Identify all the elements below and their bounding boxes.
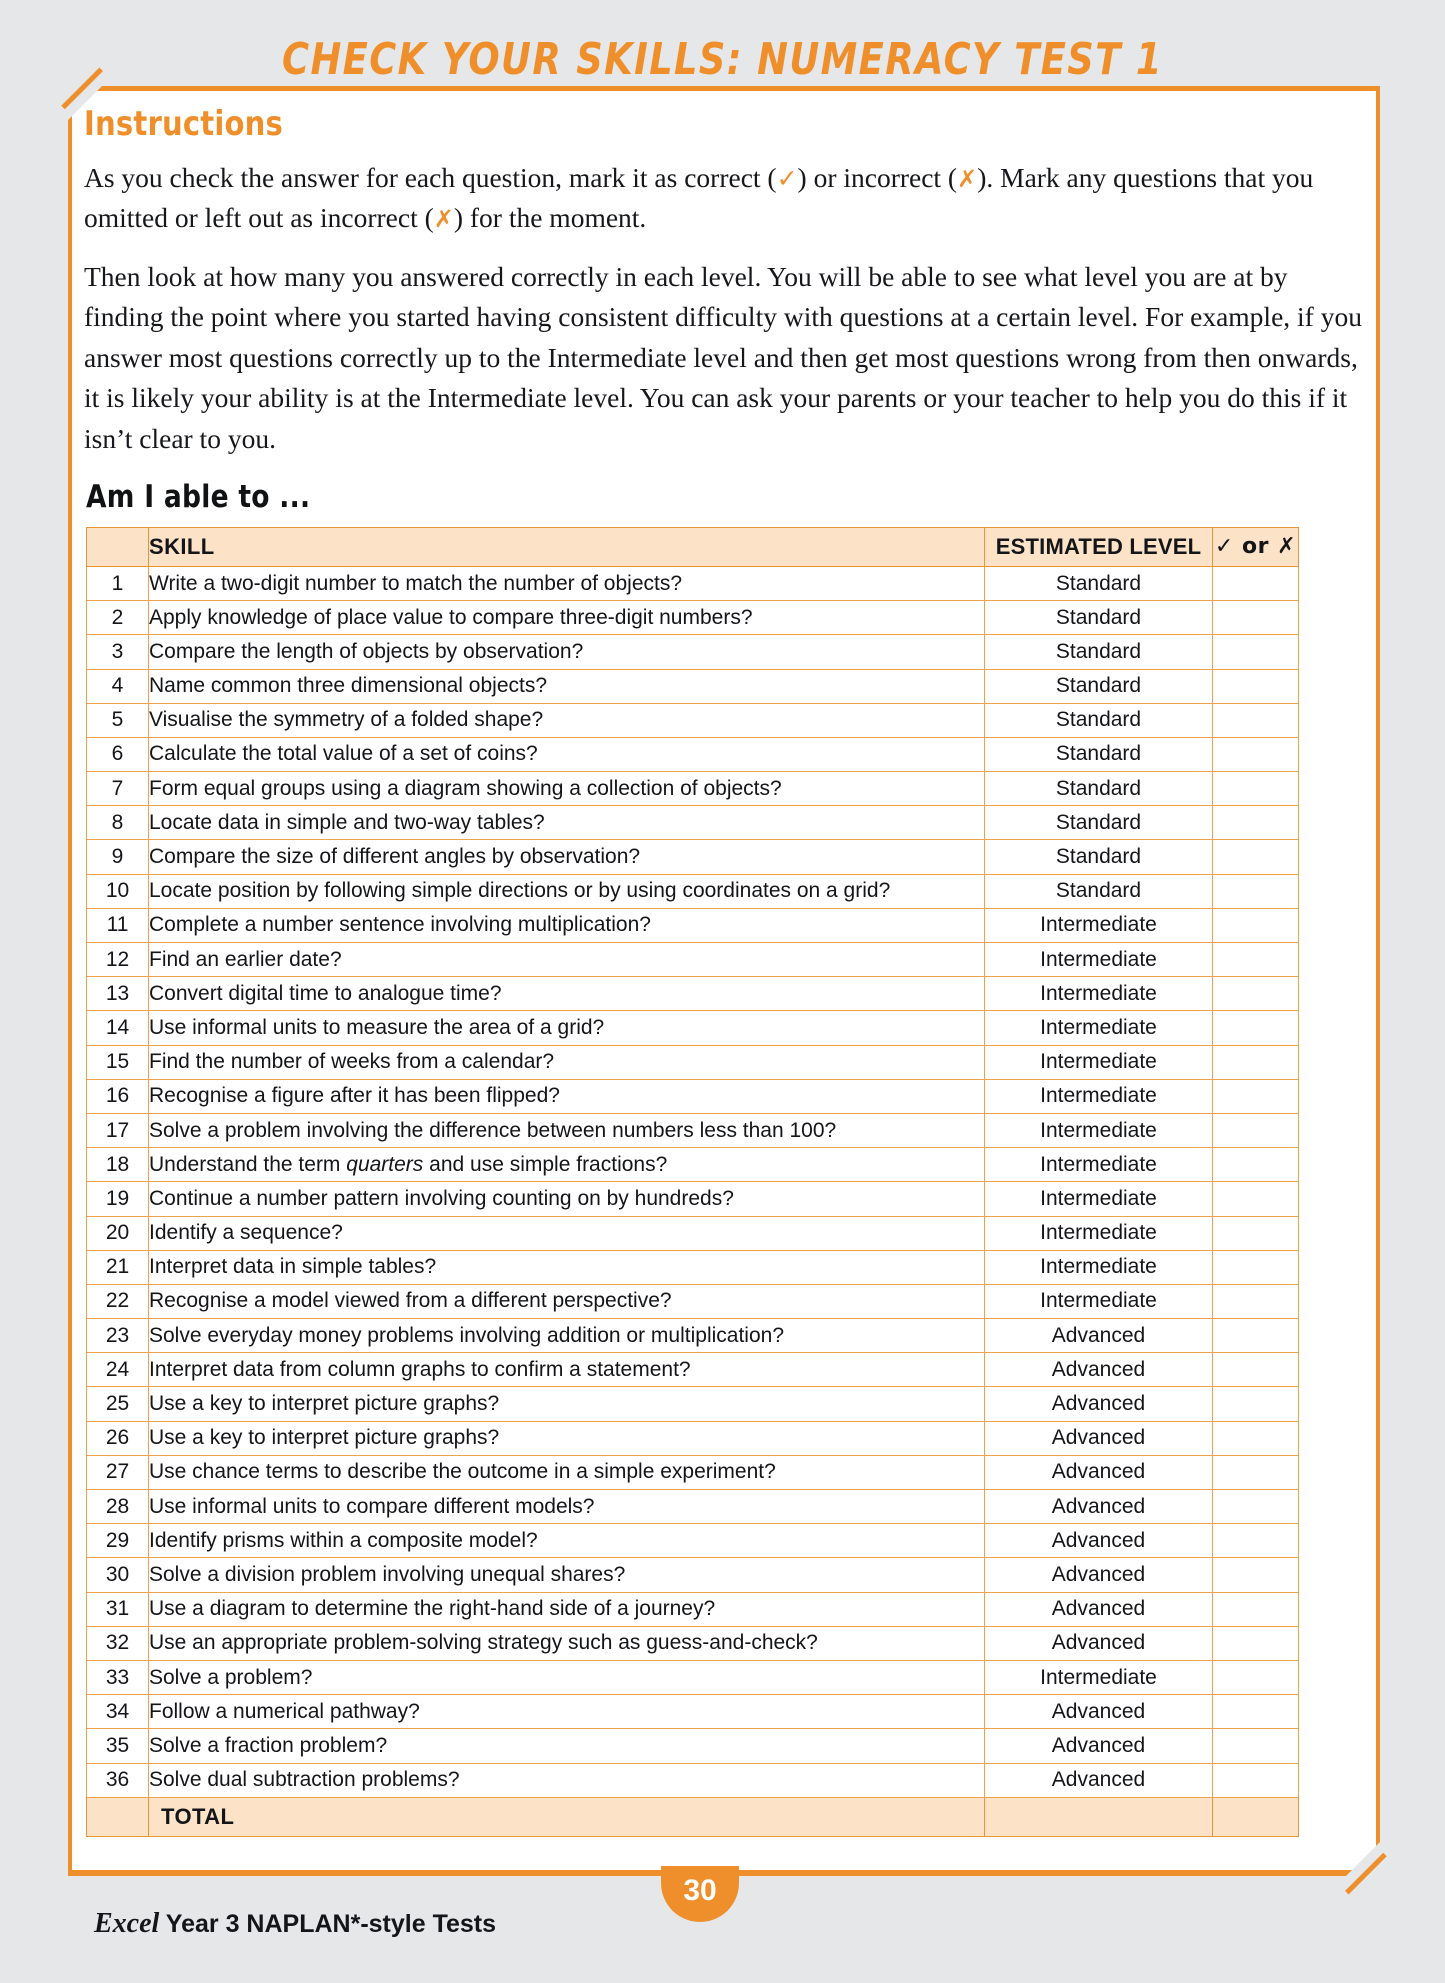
content-sheet xyxy=(68,86,1380,1876)
skills-checklist-table xyxy=(86,527,1299,1837)
table-row xyxy=(87,977,1299,1011)
mark-cell[interactable] xyxy=(1213,772,1299,806)
row-number: 2 xyxy=(87,601,149,635)
column-header-number xyxy=(87,527,149,566)
row-number: 36 xyxy=(87,1763,149,1797)
mark-cell[interactable] xyxy=(1213,1695,1299,1729)
column-header-mark: ✓ or ✗ xyxy=(1213,527,1299,566)
table-row xyxy=(87,1455,1299,1489)
skill-description: Identify prisms within a composite model? xyxy=(149,1524,985,1558)
skill-description: Visualise the symmetry of a folded shape? xyxy=(149,703,985,737)
mark-cell[interactable] xyxy=(1213,1626,1299,1660)
footer-series: Year 3 NAPLAN*-style Tests xyxy=(159,1910,497,1938)
mark-cell[interactable] xyxy=(1213,601,1299,635)
mark-cell[interactable] xyxy=(1213,1216,1299,1250)
row-number: 22 xyxy=(87,1284,149,1318)
row-number: 17 xyxy=(87,1113,149,1147)
mark-cell[interactable] xyxy=(1213,806,1299,840)
mark-cell[interactable] xyxy=(1213,703,1299,737)
skill-description: Use a key to interpret picture graphs? xyxy=(149,1387,985,1421)
estimated-level: Intermediate xyxy=(985,1011,1213,1045)
table-row xyxy=(87,874,1299,908)
estimated-level: Intermediate xyxy=(985,1148,1213,1182)
skill-description: Convert digital time to analogue time? xyxy=(149,977,985,1011)
skill-description: Understand the term quarters and use simple fractions? xyxy=(149,1148,985,1182)
estimated-level: Standard xyxy=(985,703,1213,737)
row-number: 31 xyxy=(87,1592,149,1626)
table-row xyxy=(87,772,1299,806)
total-label: TOTAL xyxy=(149,1797,985,1836)
table-row xyxy=(87,840,1299,874)
skill-description: Identify a sequence? xyxy=(149,1216,985,1250)
mark-cell[interactable] xyxy=(1213,669,1299,703)
table-row xyxy=(87,1763,1299,1797)
estimated-level: Advanced xyxy=(985,1626,1213,1660)
skill-description: Solve a problem? xyxy=(149,1660,985,1694)
mark-cell[interactable] xyxy=(1213,635,1299,669)
row-number: 23 xyxy=(87,1319,149,1353)
skill-description: Use informal units to measure the area of a grid? xyxy=(149,1011,985,1045)
table-row xyxy=(87,1524,1299,1558)
mark-cell[interactable] xyxy=(1213,1524,1299,1558)
mark-cell[interactable] xyxy=(1213,874,1299,908)
mark-cell[interactable] xyxy=(1213,1079,1299,1113)
estimated-level: Standard xyxy=(985,566,1213,600)
table-row xyxy=(87,1250,1299,1284)
estimated-level: Advanced xyxy=(985,1592,1213,1626)
mark-cell[interactable] xyxy=(1213,1045,1299,1079)
footer-brand: Excel xyxy=(94,1908,160,1939)
skill-description: Recognise a figure after it has been flipped? xyxy=(149,1079,985,1113)
mark-cell[interactable] xyxy=(1213,977,1299,1011)
table-row xyxy=(87,1353,1299,1387)
table-row xyxy=(87,1182,1299,1216)
mark-cell[interactable] xyxy=(1213,840,1299,874)
skill-description: Interpret data from column graphs to confirm a statement? xyxy=(149,1353,985,1387)
total-level-cell xyxy=(985,1797,1213,1836)
table-row xyxy=(87,1592,1299,1626)
row-number: 13 xyxy=(87,977,149,1011)
row-number: 4 xyxy=(87,669,149,703)
table-row xyxy=(87,1011,1299,1045)
row-number: 30 xyxy=(87,1558,149,1592)
skill-description: Apply knowledge of place value to compare three-digit numbers? xyxy=(149,601,985,635)
sheet-content xyxy=(84,104,1362,1837)
table-row xyxy=(87,566,1299,600)
table-row xyxy=(87,635,1299,669)
mark-cell[interactable] xyxy=(1213,566,1299,600)
row-number: 14 xyxy=(87,1011,149,1045)
skill-description: Solve a problem involving the difference between numbers less than 100? xyxy=(149,1113,985,1147)
skill-description: Calculate the total value of a set of coins? xyxy=(149,737,985,771)
estimated-level: Intermediate xyxy=(985,1660,1213,1694)
column-header-skill: SKILL xyxy=(149,527,985,566)
table-row xyxy=(87,1421,1299,1455)
row-number: 3 xyxy=(87,635,149,669)
estimated-level: Advanced xyxy=(985,1558,1213,1592)
estimated-level: Intermediate xyxy=(985,1284,1213,1318)
estimated-level: Intermediate xyxy=(985,943,1213,977)
table-row xyxy=(87,1216,1299,1250)
mark-cell[interactable] xyxy=(1213,1011,1299,1045)
skill-description: Write a two-digit number to match the number of objects? xyxy=(149,566,985,600)
row-number: 19 xyxy=(87,1182,149,1216)
mark-cell[interactable] xyxy=(1213,1763,1299,1797)
row-number: 11 xyxy=(87,908,149,942)
estimated-level: Advanced xyxy=(985,1729,1213,1763)
table-row xyxy=(87,908,1299,942)
row-number: 15 xyxy=(87,1045,149,1079)
table-row xyxy=(87,1284,1299,1318)
instructions-heading: Instructions xyxy=(84,104,284,144)
row-number: 12 xyxy=(87,943,149,977)
skill-description: Solve everyday money problems involving addition or multiplication? xyxy=(149,1319,985,1353)
skill-description: Use a diagram to determine the right-hand side of a journey? xyxy=(149,1592,985,1626)
mark-cell[interactable] xyxy=(1213,1319,1299,1353)
table-row xyxy=(87,1079,1299,1113)
mark-cell[interactable] xyxy=(1213,908,1299,942)
estimated-level: Intermediate xyxy=(985,1250,1213,1284)
table-row xyxy=(87,1626,1299,1660)
table-row xyxy=(87,1490,1299,1524)
estimated-level: Standard xyxy=(985,601,1213,635)
column-header-estimated-level: ESTIMATED LEVEL xyxy=(985,527,1213,566)
skill-description: Compare the size of different angles by observation? xyxy=(149,840,985,874)
skill-description: Use an appropriate problem-solving strategy such as guess-and-check? xyxy=(149,1626,985,1660)
estimated-level: Advanced xyxy=(985,1763,1213,1797)
mark-cell[interactable] xyxy=(1213,1421,1299,1455)
page-title: CHECK YOUR SKILLS: NUMERACY TEST 1 xyxy=(282,34,1163,85)
skill-description: Use chance terms to describe the outcome in a simple experiment? xyxy=(149,1455,985,1489)
skill-description: Solve dual subtraction problems? xyxy=(149,1763,985,1797)
row-number: 32 xyxy=(87,1626,149,1660)
estimated-level: Intermediate xyxy=(985,977,1213,1011)
row-number: 6 xyxy=(87,737,149,771)
row-number: 25 xyxy=(87,1387,149,1421)
row-number: 9 xyxy=(87,840,149,874)
table-header-row xyxy=(87,527,1299,566)
table-row xyxy=(87,703,1299,737)
row-number: 34 xyxy=(87,1695,149,1729)
skill-description: Find an earlier date? xyxy=(149,943,985,977)
row-number: 29 xyxy=(87,1524,149,1558)
estimated-level: Standard xyxy=(985,840,1213,874)
tick-icon: ✓ xyxy=(776,164,798,193)
mark-cell[interactable] xyxy=(1213,1182,1299,1216)
checklist-subheading: Am I able to ... xyxy=(86,478,311,515)
skill-description: Follow a numerical pathway? xyxy=(149,1695,985,1729)
estimated-level: Standard xyxy=(985,669,1213,703)
row-number: 16 xyxy=(87,1079,149,1113)
row-number: 24 xyxy=(87,1353,149,1387)
estimated-level: Advanced xyxy=(985,1695,1213,1729)
mark-cell[interactable] xyxy=(1213,1558,1299,1592)
table-row xyxy=(87,1319,1299,1353)
instructions-p1-part-b: ) or incorrect ( xyxy=(797,162,958,193)
estimated-level: Intermediate xyxy=(985,908,1213,942)
row-number: 7 xyxy=(87,772,149,806)
mark-cell[interactable] xyxy=(1213,1148,1299,1182)
estimated-level: Advanced xyxy=(985,1490,1213,1524)
cross-icon: ✗ xyxy=(433,205,454,234)
estimated-level: Standard xyxy=(985,874,1213,908)
skill-description: Complete a number sentence involving multiplication? xyxy=(149,908,985,942)
skill-description: Compare the length of objects by observation? xyxy=(149,635,985,669)
table-row xyxy=(87,669,1299,703)
mark-cell[interactable] xyxy=(1213,1250,1299,1284)
estimated-level: Standard xyxy=(985,635,1213,669)
instructions-p1-part-a: As you check the answer for each question, mark it as correct ( xyxy=(84,162,777,193)
estimated-level: Advanced xyxy=(985,1353,1213,1387)
skill-description: Interpret data in simple tables? xyxy=(149,1250,985,1284)
estimated-level: Advanced xyxy=(985,1319,1213,1353)
skill-description: Solve a division problem involving unequal shares? xyxy=(149,1558,985,1592)
skill-description: Locate data in simple and two-way tables? xyxy=(149,806,985,840)
instructions-paragraph-1 xyxy=(84,158,1362,239)
total-number-cell xyxy=(87,1797,149,1836)
table-row xyxy=(87,1695,1299,1729)
row-number: 26 xyxy=(87,1421,149,1455)
mark-cell[interactable] xyxy=(1213,1113,1299,1147)
skill-description: Solve a fraction problem? xyxy=(149,1729,985,1763)
estimated-level: Advanced xyxy=(985,1387,1213,1421)
emphasised-term: quarters xyxy=(346,1152,424,1176)
table-row xyxy=(87,1729,1299,1763)
estimated-level: Standard xyxy=(985,806,1213,840)
mark-cell[interactable] xyxy=(1213,1284,1299,1318)
mark-cell[interactable] xyxy=(1213,1660,1299,1694)
estimated-level: Intermediate xyxy=(985,1216,1213,1250)
footer-text xyxy=(94,1908,496,1940)
mark-cell[interactable] xyxy=(1213,943,1299,977)
row-number: 1 xyxy=(87,566,149,600)
mark-cell[interactable] xyxy=(1213,1387,1299,1421)
estimated-level: Advanced xyxy=(985,1421,1213,1455)
table-row xyxy=(87,806,1299,840)
skill-description: Form equal groups using a diagram showing a collection of objects? xyxy=(149,772,985,806)
row-number: 33 xyxy=(87,1660,149,1694)
table-row xyxy=(87,1558,1299,1592)
skill-description: Continue a number pattern involving counting on by hundreds? xyxy=(149,1182,985,1216)
skill-description: Use a key to interpret picture graphs? xyxy=(149,1421,985,1455)
row-number: 27 xyxy=(87,1455,149,1489)
row-number: 5 xyxy=(87,703,149,737)
table-row xyxy=(87,601,1299,635)
estimated-level: Advanced xyxy=(985,1524,1213,1558)
row-number: 8 xyxy=(87,806,149,840)
row-number: 35 xyxy=(87,1729,149,1763)
mark-cell[interactable] xyxy=(1213,737,1299,771)
skill-description: Recognise a model viewed from a different perspective? xyxy=(149,1284,985,1318)
estimated-level: Intermediate xyxy=(985,1079,1213,1113)
skill-description: Find the number of weeks from a calendar? xyxy=(149,1045,985,1079)
mark-cell[interactable] xyxy=(1213,1490,1299,1524)
estimated-level: Standard xyxy=(985,772,1213,806)
cross-icon: ✗ xyxy=(957,165,978,193)
row-number: 20 xyxy=(87,1216,149,1250)
instructions-paragraph-2: Then look at how many you answered correctly in each level. You will be able to see what level you are at by finding the point where you started having consistent difficulty with questions at a certain level. For example, if you answer most questions correctly up to the Intermediate level and then get most questions wrong from then onwards, it is likely your ability is at the Intermediate level. You can ask your parents or your teacher to help you do this if it isn’t clear to you. xyxy=(84,260,1362,454)
estimated-level: Intermediate xyxy=(985,1113,1213,1147)
instructions-p1-part-d: ) for the moment. xyxy=(453,202,647,234)
total-row xyxy=(87,1797,1299,1836)
row-number: 10 xyxy=(87,874,149,908)
row-number: 28 xyxy=(87,1490,149,1524)
table-body xyxy=(87,566,1299,1797)
table-row xyxy=(87,1045,1299,1079)
estimated-level: Advanced xyxy=(985,1455,1213,1489)
table-row xyxy=(87,1113,1299,1147)
mark-cell[interactable] xyxy=(1213,1729,1299,1763)
total-mark-cell[interactable] xyxy=(1213,1797,1299,1836)
estimated-level: Standard xyxy=(985,737,1213,771)
mark-cell[interactable] xyxy=(1213,1353,1299,1387)
table-row xyxy=(87,1148,1299,1182)
estimated-level: Intermediate xyxy=(985,1045,1213,1079)
table-row xyxy=(87,943,1299,977)
page-number-badge: 30 xyxy=(661,1866,739,1922)
skill-description: Name common three dimensional objects? xyxy=(149,669,985,703)
mark-cell[interactable] xyxy=(1213,1592,1299,1626)
table-row xyxy=(87,737,1299,771)
table-row xyxy=(87,1660,1299,1694)
mark-cell[interactable] xyxy=(1213,1455,1299,1489)
estimated-level: Intermediate xyxy=(985,1182,1213,1216)
table-row xyxy=(87,1387,1299,1421)
skill-description: Use informal units to compare different models? xyxy=(149,1490,985,1524)
row-number: 21 xyxy=(87,1250,149,1284)
skill-description: Locate position by following simple directions or by using coordinates on a grid? xyxy=(149,874,985,908)
instructions-p1-part-c: ). Mark any questions that you omitted or left out as incorrect ( xyxy=(84,162,1314,234)
row-number: 18 xyxy=(87,1148,149,1182)
